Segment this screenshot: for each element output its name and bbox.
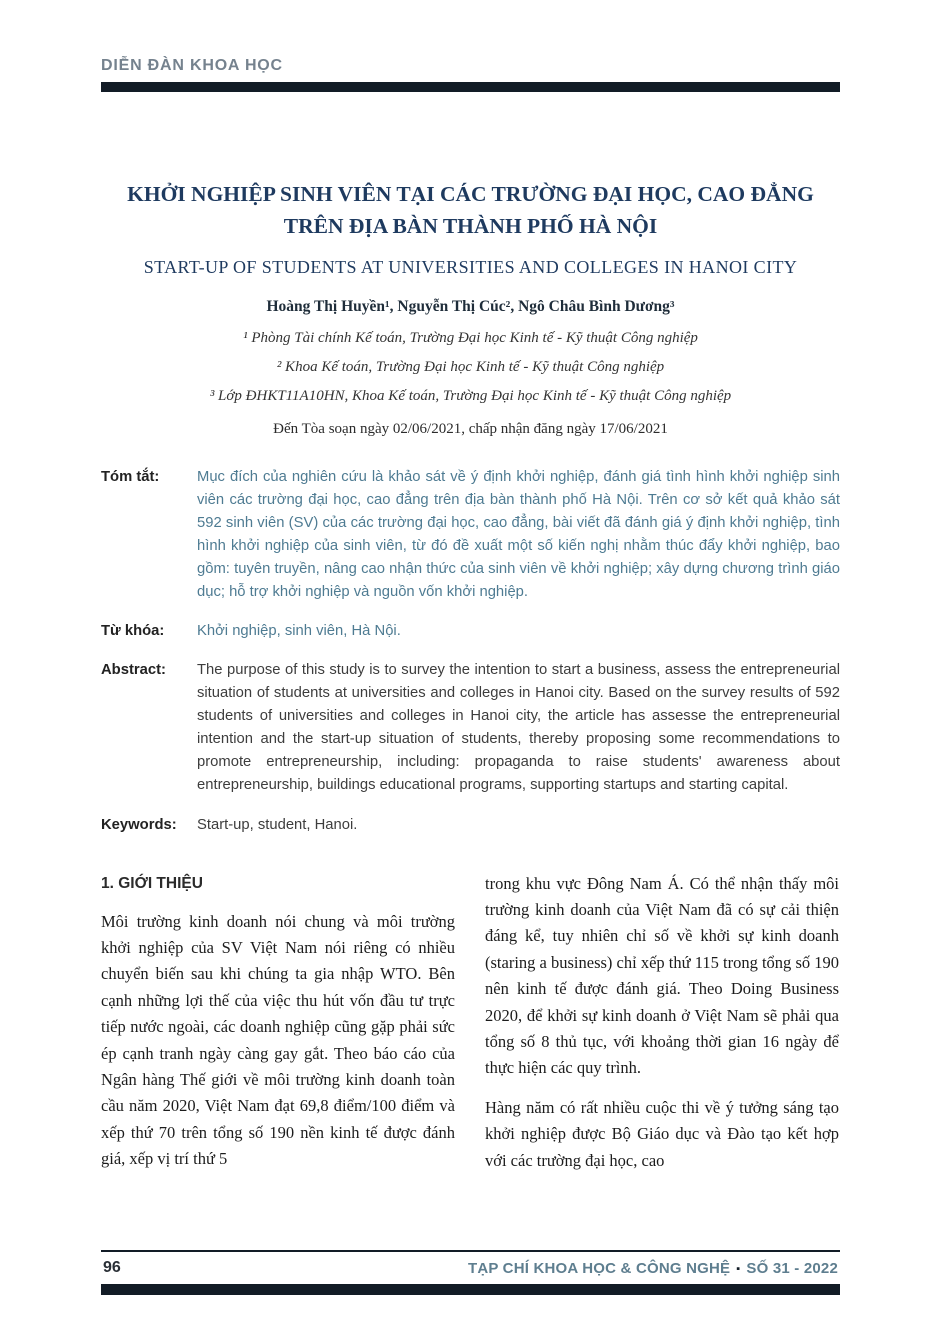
abstract-en-text: The purpose of this study is to survey the intention to start a business, assess the entrepreneurial situation of students at universities and colleges in Hanoi city. Based on the survey results of 592 students of universities and colleges in Hanoi city, the article has assesse the entrepreneurial intention and the start-up situation of students, thereby proposing some recommendations to promote entrepreneurship, including: propaganda to raise students' awareness about entrepreneurship, buildings educational programs, supporting startups and starting capital. — [197, 662, 840, 794]
journal-name: TẠP CHÍ KHOA HỌC & CÔNG NGHỆ — [467, 1259, 731, 1277]
page-footer — [101, 1250, 840, 1295]
received-dates-line: Đến Tòa soạn ngày 02/06/2021, chấp nhận đăng ngày 17/06/2021 — [273, 420, 668, 437]
affiliation-1: ¹ Phòng Tài chính Kế toán, Trường Đại học Kinh tế - Kỹ thuật Công nghiệp — [243, 329, 698, 346]
title-vi-line-1: KHỞI NGHIỆP SINH VIÊN TẠI CÁC TRƯỜNG ĐẠI HỌC, CAO ĐẲNG — [127, 182, 814, 206]
affiliation-3: ³ Lớp ĐHKT11A10HN, Khoa Kế toán, Trường Đại học Kinh tế - Kỹ thuật Công nghiệp — [209, 387, 732, 404]
body-paragraph-right-2: Hàng năm có rất nhiều cuộc thi về ý tưởng sáng tạo khởi nghiệp được Bộ Giáo dục và Đào tạo kết hợp với các trường đại học, cao — [485, 1097, 839, 1170]
footer-row — [101, 1252, 840, 1284]
page-number: 96 — [103, 1259, 121, 1276]
abstract-vi-text: Mục đích của nghiên cứu là khảo sát về ý định khởi nghiệp, đánh giá tình hình khởi nghiệp sinh viên các trường đại học, cao đẳng trên địa bàn thành phố Hà Nội. Trên cơ sở kết quả khảo sát 592 sinh viên (SV) của các trường đại học, cao đẳng, bài viết đã đánh giá ý định khởi nghiệp, tình hình khởi nghiệp của sinh viên, từ đó đề xuất một số kiến nghị nhằm thúc đẩy khởi nghiệp, bao gồm: tuyên truyền, nâng cao nhận thức của sinh viên về khởi nghiệp; xây dựng chương trình giáo dục; hỗ trợ khởi nghiệp và nguồn vốn khởi nghiệp. — [197, 468, 840, 600]
keywords-en-text: Start-up, student, Hanoi. — [197, 816, 358, 833]
keywords-en-label: Keywords: — [101, 816, 177, 833]
abstract-vi-label: Tóm tắt: — [101, 468, 160, 485]
journal-title-line — [468, 1260, 838, 1277]
body-paragraph-left-1: Môi trường kinh doanh nói chung và môi trường khởi nghiệp của SV Việt Nam nói riêng có nhiều chuyển biến sau khi chúng ta gia nhập WTO. Bên cạnh những lợi thế của việc thu hút vốn đầu tư trực tiếp nước ngoài, các doanh nghiệp cũng gặp phải sức ép cạnh tranh ngày càng gay gắt. Theo báo cáo của Ngân hàng Thế giới về môi trường kinh doanh toàn cầu năm 2020, Việt Nam đạt 69,8 điểm/100 điểm và xếp thứ 70 trên tổng số 190 nền kinh tế được đánh giá, xếp vị trí thứ 5 — [101, 911, 455, 1169]
article-title-vietnamese — [101, 178, 840, 243]
forum-section-label: DIỄN ĐÀN KHOA HỌC — [101, 57, 283, 74]
abstract-en-label: Abstract: — [101, 662, 166, 679]
keywords-vi-label: Từ khóa: — [101, 622, 165, 639]
footer-rule-bar — [101, 1284, 840, 1295]
authors-line: Hoàng Thị Huyền¹, Nguyễn Thị Cúc², Ngô Châu Bình Dương³ — [266, 297, 675, 315]
separator-square-icon: ▪ — [736, 1262, 741, 1275]
body-column-left — [101, 871, 455, 1174]
header-rule-bar — [101, 82, 840, 92]
abstract-vi-row — [101, 466, 840, 604]
article-body-columns — [101, 871, 840, 1174]
body-column-right — [485, 871, 839, 1174]
abstract-en-row — [101, 659, 840, 797]
keywords-vi-row — [101, 620, 840, 643]
page-content — [0, 57, 943, 1174]
title-vi-line-2: TRÊN ĐỊA BÀN THÀNH PHỐ HÀ NỘI — [283, 214, 658, 239]
keywords-en-row — [101, 814, 840, 837]
article-title-english: START-UP OF STUDENTS AT UNIVERSITIES AND COLLEGES IN HANOI CITY — [143, 256, 798, 277]
body-paragraph-right-1: trong khu vực Đông Nam Á. Có thể nhận thấy môi trường kinh doanh của Việt Nam đã có sự cải thiện đáng kể, tuy nhiên chỉ số về khởi sự kinh doanh (staring a business) chỉ xếp thứ 115 trong tổng số 190 nên kinh tế được đánh giá. Theo Doing Business 2020, để khởi sự kinh doanh ở Việt Nam sẽ phải qua tổng số 8 thủ tục, với khoảng thời gian 16 ngày để thực hiện các quy trình. — [485, 873, 839, 1078]
keywords-vi-text: Khởi nghiệp, sinh viên, Hà Nội. — [197, 622, 401, 639]
affiliation-2: ² Khoa Kế toán, Trường Đại học Kinh tế - Kỹ thuật Công nghiệp — [276, 358, 665, 375]
section-1-heading: 1. GIỚI THIỆU — [101, 874, 203, 892]
issue-label: SỐ 31 - 2022 — [746, 1259, 838, 1277]
